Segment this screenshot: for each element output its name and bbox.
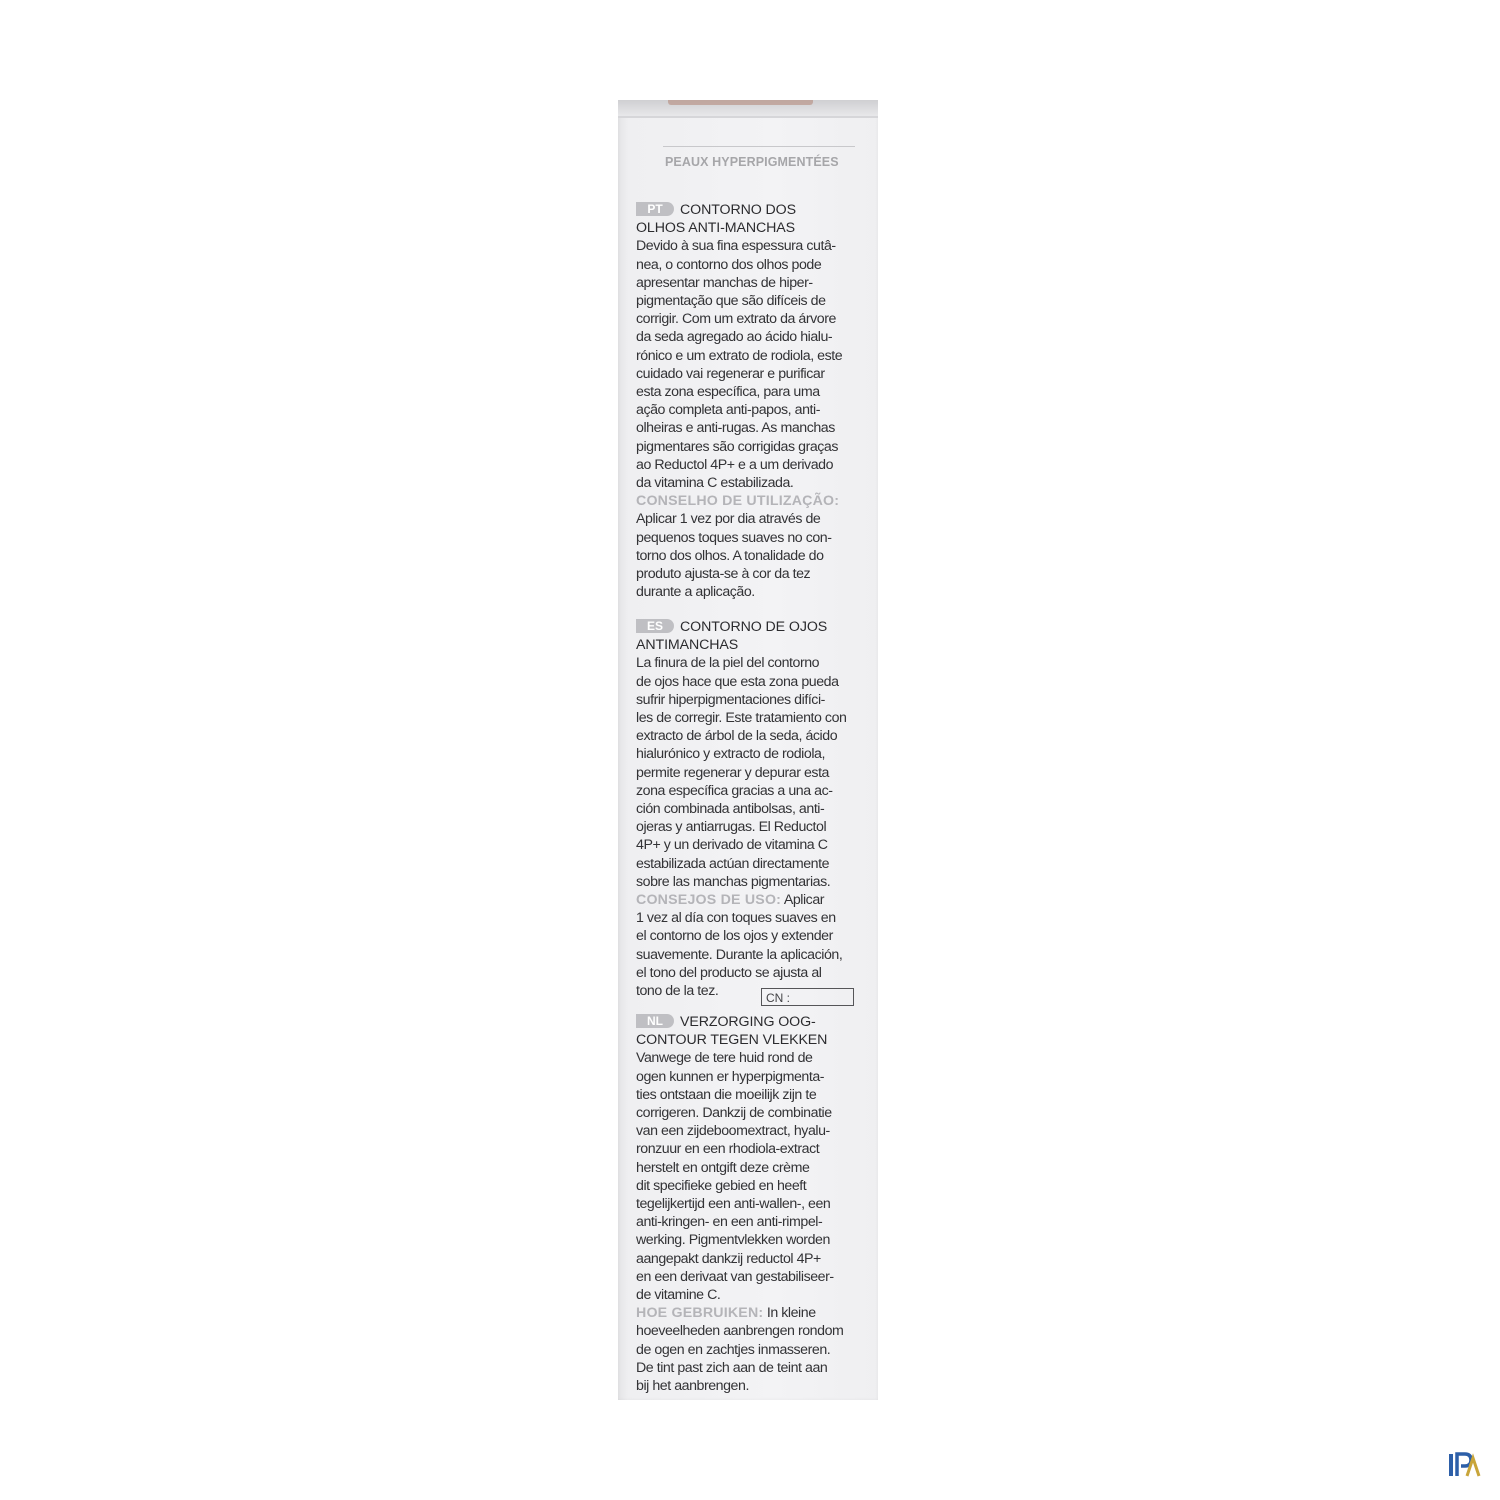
es-usage-line: suavemente. Durante la aplicación,: [636, 946, 843, 963]
nl-body-line: anti-kringen- en een anti-rimpel-: [636, 1214, 823, 1231]
es-body-line: sufrir hiperpigmentaciones difíci-: [636, 691, 825, 708]
es-body-line: La finura de la piel del contorno: [636, 655, 820, 672]
pt-body-line: rónico e um extrato de rodiola, este: [636, 347, 843, 364]
es-title-line-2: ANTIMANCHAS: [636, 637, 739, 654]
nl-body-line: de vitamine C.: [636, 1287, 721, 1304]
box-top-flap: [618, 100, 878, 116]
nl-body-line: ogen kunnen er hyperpigmenta-: [636, 1068, 825, 1085]
section-es: [636, 618, 858, 1000]
pt-usage-line: durante a aplicação.: [636, 584, 755, 601]
es-language-badge: ES: [636, 619, 674, 633]
pt-body-line: olheiras e anti-rugas. As manchas: [636, 420, 835, 437]
es-body-line: estabilizada actúan directamente: [636, 855, 830, 872]
nl-usage-line-first: HOE GEBRUIKEN: In kleine: [636, 1305, 816, 1322]
nl-usage-line: de ogen en zachtjes inmasseren.: [636, 1341, 831, 1358]
pt-body-line: pigmentares são corrigidas graças: [636, 438, 839, 455]
nl-usage-line: bij het aanbrengen.: [636, 1378, 749, 1395]
pt-body-line: ação completa anti-papos, anti-: [636, 402, 821, 419]
box-flap-fold-line: [618, 116, 878, 118]
pt-body-line: esta zona específica, para uma: [636, 384, 820, 401]
pt-language-badge: PT: [636, 202, 674, 216]
nl-title-line-1: NL VERZORGING OOG-: [636, 1013, 858, 1031]
category-rule: [663, 146, 855, 147]
nl-body-line: werking. Pigmentvlekken worden: [636, 1232, 830, 1249]
nl-body-line: van een zijdeboomextract, hyalu-: [636, 1123, 830, 1140]
section-pt: [636, 201, 858, 601]
nl-body-line: ties ontstaan die moeilijk zijn te: [636, 1086, 817, 1103]
es-title-line-1: ES CONTORNO DE OJOS: [636, 618, 858, 636]
nl-usage-label: HOE GEBRUIKEN:: [636, 1305, 764, 1322]
pt-body-line: apresentar manchas de hiper-: [636, 274, 813, 291]
es-usage-line-first: CONSEJOS DE USO: Aplicar: [636, 892, 825, 909]
pt-usage-line: torno dos olhos. A tonalidade do: [636, 547, 824, 564]
cn-code-box: CN :: [761, 988, 854, 1006]
product-box-side-panel: [618, 100, 878, 1400]
es-usage-line: 1 vez al día con toques suaves en: [636, 910, 836, 927]
pt-body-line: da vitamina C estabilizada.: [636, 475, 794, 492]
nl-body-line: corrigeren. Dankzij de combinatie: [636, 1105, 832, 1122]
category-label: PEAUX HYPERPIGMENTÉES: [665, 155, 839, 169]
es-body-line: extracto de árbol de la seda, ácido: [636, 728, 838, 745]
pt-body-line: nea, o contorno dos olhos pode: [636, 256, 822, 273]
pt-body-line: Devido à sua fina espessura cutâ-: [636, 238, 836, 255]
pt-body-line: da seda agregado ao ácido hialu-: [636, 329, 833, 346]
es-body-line: sobre las manchas pigmentarias.: [636, 873, 831, 890]
es-usage-line: tono de la tez.: [636, 983, 719, 1000]
nl-body-line: tegelijkertijd een anti-wallen-, een: [636, 1196, 831, 1213]
es-body-line: permite regenerar y depurar esta: [636, 764, 830, 781]
es-usage-line: el tono del producto se ajusta al: [636, 964, 822, 981]
nl-body-line: en een derivaat van gestabiliseer-: [636, 1268, 834, 1285]
nl-usage-line: De tint past zich aan de teint aan: [636, 1359, 828, 1376]
pt-usage-label: CONSELHO DE UTILIZAÇÃO:: [636, 493, 840, 510]
pt-body-line: pigmentação que são difíceis de: [636, 293, 826, 310]
nl-title-line-2: CONTOUR TEGEN VLEKKEN: [636, 1032, 828, 1049]
es-body-line: de ojos hace que esta zona pueda: [636, 673, 839, 690]
box-flap-inner-edge: [668, 100, 813, 105]
pt-title-line-1: PT CONTORNO DOS: [636, 201, 858, 219]
es-body-line: hialurónico y extracto de rodiola,: [636, 746, 825, 763]
watermark-logo-icon: [1447, 1450, 1481, 1480]
section-nl: [636, 1013, 858, 1395]
nl-usage-line: hoeveelheden aanbrengen rondom: [636, 1323, 844, 1340]
pt-body-line: ao Reductol 4P+ e a um derivado: [636, 456, 834, 473]
pt-usage-line: pequenos toques suaves no con-: [636, 529, 832, 546]
es-body-line: ción combinada antibolsas, anti-: [636, 801, 825, 818]
nl-body-line: Vanwege de tere huid rond de: [636, 1050, 813, 1067]
nl-body-line: herstelt en ontgift deze crème: [636, 1159, 810, 1176]
pt-body-line: cuidado vai regenerar e purificar: [636, 365, 825, 382]
es-usage-label: CONSEJOS DE USO:: [636, 892, 782, 909]
es-body-line: zona específica gracias a una ac-: [636, 782, 833, 799]
es-body-line: 4P+ y un derivado de vitamina C: [636, 837, 828, 854]
nl-body-line: dit specifieke gebied en heeft: [636, 1177, 807, 1194]
es-body-line: ojeras y antiarrugas. El Reductol: [636, 819, 827, 836]
pt-title-line-2: OLHOS ANTI-MANCHAS: [636, 220, 796, 237]
nl-body-line: ronzuur en een rhodiola-extract: [636, 1141, 820, 1158]
nl-language-badge: NL: [636, 1014, 674, 1028]
pt-body-line: corrigir. Com um extrato da árvore: [636, 311, 836, 328]
es-body-line: les de corregir. Este tratamiento con: [636, 710, 847, 727]
pt-usage-line: Aplicar 1 vez por dia através de: [636, 511, 821, 528]
es-usage-line: el contorno de los ojos y extender: [636, 928, 833, 945]
pt-usage-line: produto ajusta-se à cor da tez: [636, 566, 811, 583]
nl-body-line: aangepakt dankzij reductol 4P+: [636, 1250, 821, 1267]
